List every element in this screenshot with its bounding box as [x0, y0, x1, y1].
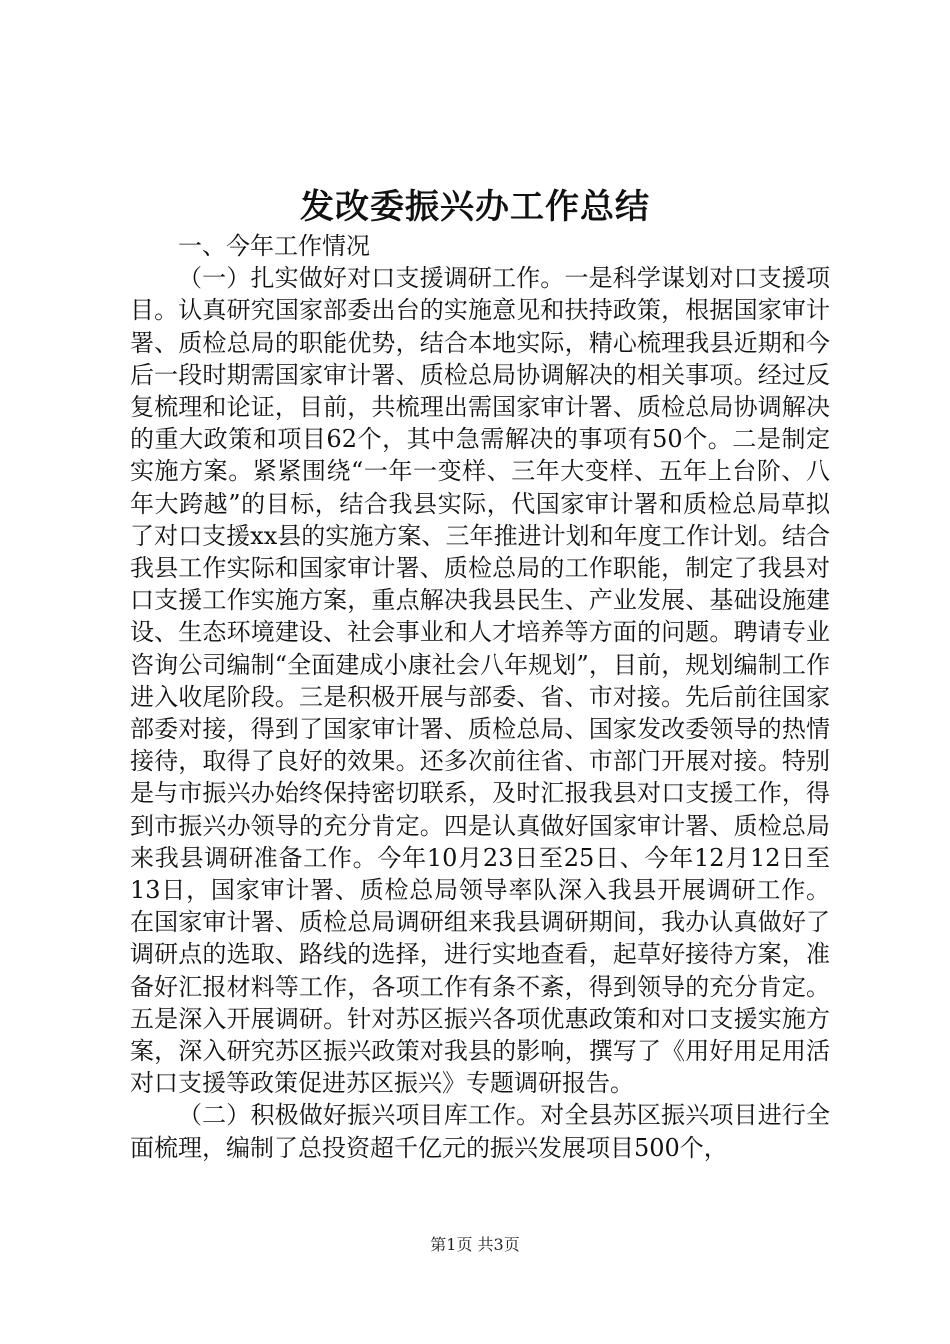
section-heading: 一、今年工作情况 [178, 232, 370, 260]
paragraph-1: （一）扎实做好对口支援调研工作。一是科学谋划对口支援项目。认真研究国家部委出台的实施意见和扶持政策，根据国家审计署、质检总局的职能优势，结合本地实际，精心梳理我县近期和今后一段时期需国家审计署、质检总局协调解决的相关事项。经过反复梳理和论证，目前，共梳理出需国家审计署、质检总局协调解决的重大政策和项目62个，其中急需解决的事项有50个。二是制定实施方案。紧紧围绕“一年一变样、三年大变样、五年上台阶、八年大跨越”的目标，结合我县实际，代国家审计署和质检总局草拟了对口支援xx县的实施方案、三年推进计划和年度工作计划。结合我县工作实际和国家审计署、质检总局的工作职能，制定了我县对口支援工作实施方案，重点解决我县民生、产业发展、基础设施建设、生态环境建设、社会事业和人才培养等方面的问题。聘请专业咨询公司编制“全面建成小康社会八年规划”，目前，规划编制工作进入收尾阶段。三是积极开展与部委、省、市对接。先后前往国家部委对接，得到了国家审计署、质检总局、国家发改委领导的热情接待，取得了良好的效果。还多次前往省、市部门开展对接。特别是与市振兴办始终保持密切联系，及时汇报我县对口支援工作，得到市振兴办领导的充分肯定。四是认真做好国家审计署、质检总局来我县调研准备工作。今年10月23日至25日、今年12月12日至13日，国家审计署、质检总局领导率队深入我县开展调研工作。在国家审计署、质检总局调研组来我县调研期间，我办认真做好了调研点的选取、路线的选择，进行实地查看，起草好接待方案，准备好汇报材料等工作，各项工作有条不紊，得到领导的充分肯定。五是深入开展调研。针对苏区振兴各项优惠政策和对口支援实施方案，深入研究苏区振兴政策对我县的影响，撰写了《用好用足用活对口支援等政策促进苏区振兴》专题调研报告。 [130, 264, 830, 1098]
document-title: 发改委振兴办工作总结 [300, 187, 650, 227]
paragraph-2: （二）积极做好振兴项目库工作。对全县苏区振兴项目进行全面梳理，编制了总投资超千亿元的振兴发展项目500个， [130, 1101, 830, 1162]
page-footer: 第1页 共3页 [430, 1235, 520, 1254]
document-body [130, 230, 830, 1164]
